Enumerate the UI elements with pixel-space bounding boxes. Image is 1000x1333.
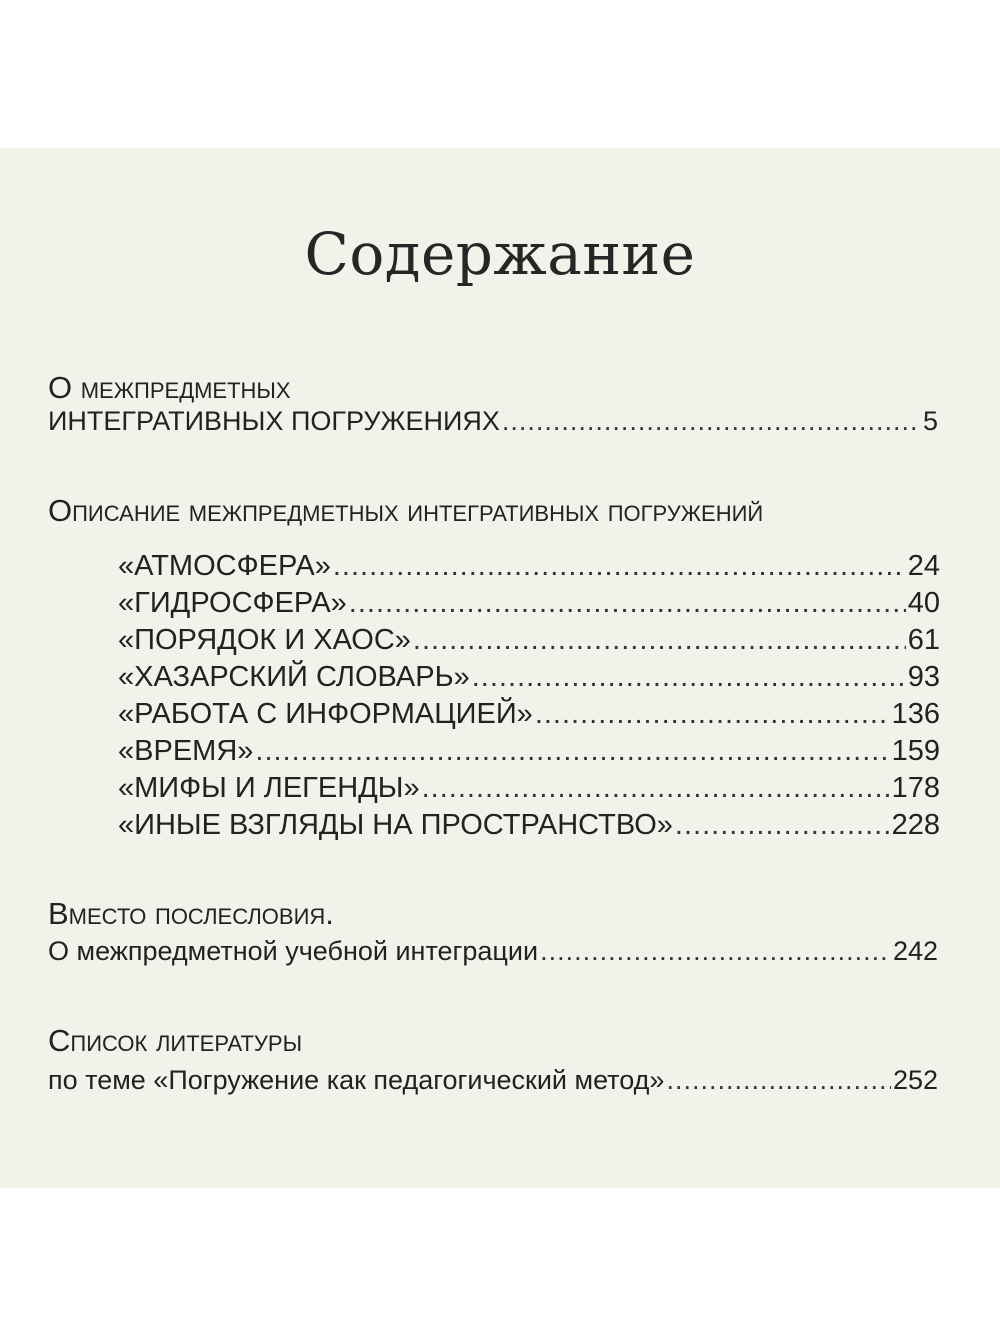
toc-entry-label: «ВРЕМЯ» <box>118 735 254 767</box>
page-title: Содержание <box>304 220 696 288</box>
toc-entry-page: 61 <box>907 624 940 656</box>
toc-entry-label: по теме «Погружение как педагогический метод» <box>48 1065 665 1095</box>
dot-leader <box>675 809 890 842</box>
toc-entry-page: 159 <box>891 735 940 767</box>
dot-leader <box>255 735 889 768</box>
toc-entry-page: 5 <box>922 406 938 436</box>
dot-leader <box>472 661 906 694</box>
toc-section-heading: Вместо послесловия. <box>48 896 334 931</box>
toc-entry-page: 136 <box>891 698 940 730</box>
toc-entry-page: 228 <box>891 809 940 841</box>
toc-entry[interactable] <box>118 624 940 657</box>
toc-entry-label: «МИФЫ И ЛЕГЕНДЫ» <box>118 772 420 804</box>
toc-entry-label: «ХАЗАРСКИЙ СЛОВАРЬ» <box>118 661 470 693</box>
dot-leader <box>349 587 906 620</box>
toc-entry-page: 252 <box>892 1065 938 1095</box>
dot-leader <box>413 624 906 657</box>
toc-entry[interactable] <box>118 698 940 731</box>
toc-entry[interactable] <box>118 809 940 842</box>
dot-leader <box>535 698 890 731</box>
toc-entry[interactable] <box>48 1065 938 1096</box>
toc-entry-label: «ГИДРОСФЕРА» <box>118 587 347 619</box>
toc-entry-label: «РАБОТА С ИНФОРМАЦИЕЙ» <box>118 698 533 730</box>
toc-entry-page: 178 <box>891 772 940 804</box>
toc-entry[interactable] <box>118 550 940 583</box>
dot-leader <box>540 936 891 967</box>
toc-entry-page: 24 <box>907 550 940 582</box>
toc-entry[interactable] <box>118 661 940 694</box>
toc-section-heading: Список литературы <box>48 1023 303 1058</box>
toc-entry-label: «АТМОСФЕРА» <box>118 550 331 582</box>
dot-leader <box>666 1065 890 1096</box>
toc-entry-label: О межпредметной учебной интеграции <box>48 936 539 966</box>
toc-section-heading: О межпредметных <box>48 370 291 405</box>
toc-entry[interactable] <box>118 772 940 805</box>
dot-leader <box>333 550 906 583</box>
toc-section-heading: Описание межпредметных интегративных погружений <box>48 493 764 528</box>
toc-entry-label: «ПОРЯДОК И ХАОС» <box>118 624 411 656</box>
toc-entry-page: 242 <box>892 936 938 966</box>
toc-entry[interactable] <box>118 735 940 768</box>
dot-leader <box>502 406 921 437</box>
book-page <box>0 148 1000 1188</box>
toc-entry[interactable] <box>118 587 940 620</box>
toc-entry-page: 93 <box>907 661 940 693</box>
dot-leader <box>422 772 890 805</box>
toc-entry[interactable] <box>48 936 938 967</box>
toc-entry-label: ИНТЕГРАТИВНЫХ ПОГРУЖЕНИЯХ <box>48 406 500 436</box>
toc-entry-page: 40 <box>907 587 940 619</box>
toc-entry-label: «ИНЫЕ ВЗГЛЯДЫ НА ПРОСТРАНСТВО» <box>118 809 673 841</box>
toc-entry[interactable] <box>48 406 938 437</box>
